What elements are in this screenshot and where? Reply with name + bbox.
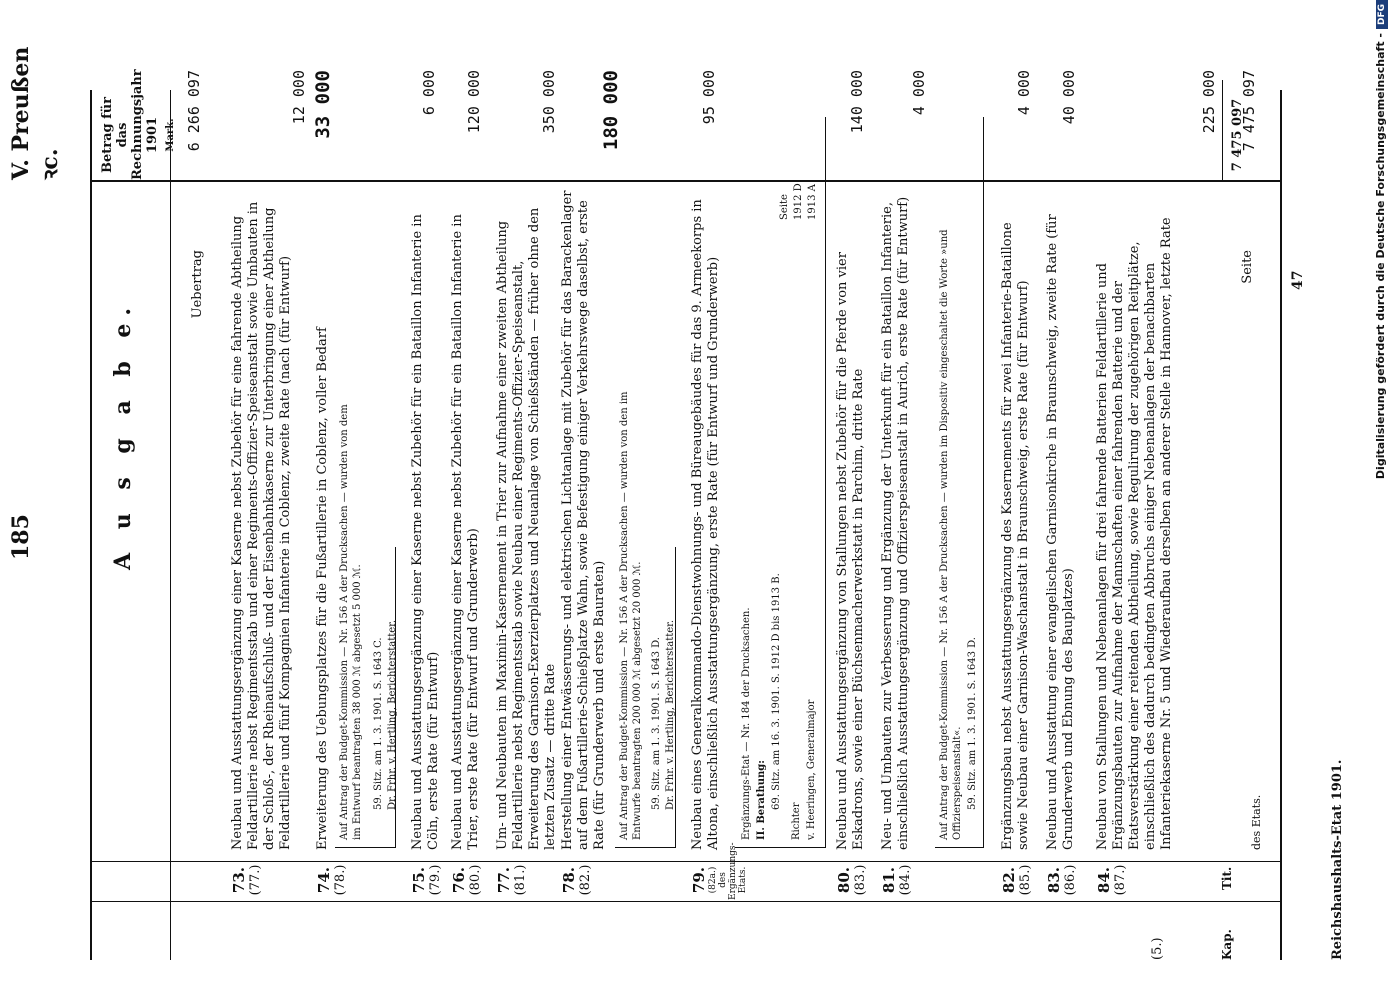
kap-header: Kap.: [1220, 929, 1234, 960]
entry-number: 78.: [560, 866, 578, 894]
entry-text: Neubau und Ausstattung einer evangelischen Garnisonkirche in Braunschweig, zweite Rate (für Grunderwerb und Ebnung des Bauplatzes): [1045, 214, 1076, 850]
entry-amount: 140 000: [848, 70, 866, 134]
digitization-text: Digitalisierung gefördert durch die Deutsche Forschungsgemeinschaft -: [1374, 33, 1387, 480]
entry-amount: 40 000: [1060, 70, 1078, 125]
entry-number: 73.: [230, 866, 248, 894]
note-text: Auf Antrag der Budget-Kommission — Nr. 156 A der Drucksachen — wurden von den im Entwurfe beantragten 200 000 ℳ abgesetzt 20 000 ℳ.: [619, 391, 643, 840]
section-title: V. Preußen ꝛc.: [8, 46, 63, 180]
entry-text: Neubau von Stallungen und Nebenanlagen für drei fahrende Batterien Feldartillerie und Ergänzungsbauten zur Aufnahme der Mannschaften einer fahrenden Batterie und der Etatsverstärkung einer reitenden Abtheilung, sowie Regulirung der zugehörigen Reitplätze, einschließlich des dadurch bedingten Abbruchs einiger Nebenanlagen der benachbarten Infanteriekaserne Nr. 5 und Wiederaufbau derselben an anderer Stelle in Hannover, letzte Rate: [1095, 217, 1174, 850]
entry-amount: 350 000: [540, 70, 558, 134]
note-sitting: 59. Sitz. am 1. 3. 1901. S. 1643 C.: [373, 637, 384, 810]
entry-sub: (83.): [853, 864, 868, 896]
top-rule: [90, 90, 92, 960]
entry-sub: (79.): [428, 864, 443, 896]
note-page-ref: 1912 D: [793, 183, 804, 220]
total-amount: 7 475 097: [1230, 98, 1245, 172]
note-speaker: Richter: [791, 802, 802, 840]
entry-amount: 6 000: [420, 70, 438, 116]
entry-amount: 95 000: [700, 70, 718, 125]
entry-number: 83.: [1045, 866, 1063, 894]
entry-number: 77.: [495, 866, 513, 894]
entry-text: Ergänzungsbau nebst Ausstattungsergänzung des Kasernements für zwei Infanterie-Bataillone sowie Neubau einer Garnison-Waschanstalt in Braunschweig, erste Rate (für Entwurf): [1000, 222, 1031, 850]
mark-header: Mark.: [165, 118, 176, 152]
note-text: Auf Antrag der Budget-Kommission — Nr. 156 A der Drucksachen — wurden von dem im Entwurf beantragten 38 000 ℳ abgesetzt 5 000 ℳ.: [339, 404, 363, 840]
note-text: Auf Antrag der Budget-Kommission — Nr. 156 A der Drucksachen — wurden im Dispositiv eingeschaltet die Worte »und Offizierspeiseanstalt«.: [939, 229, 963, 840]
entry-text: Um- und Neubauten im Maximin-Kasernement in Trier zur Aufnahme einer zweiten Abtheilung Feldartillerie nebst Regimentsstab sowie Neubau einer Regiments-Offizier-Speiseanstalt, Erweiterung des Garnison-Exerzierplatzes und Neuanlage von Schießständen — früher ohne den letzten Zusatz — dritte Rate: [495, 207, 558, 850]
tit-header: Tit.: [1220, 866, 1234, 890]
entry-sub: (86.): [1063, 864, 1078, 896]
entry-text: Neubau und Ausstattungsergänzung einer Kaserne nebst Zubehör für ein Bataillon Infanterie in Cöln, erste Rate (für Entwurf): [410, 214, 441, 850]
entry-number: 80.: [835, 866, 853, 894]
entry-number: 84.: [1095, 866, 1113, 894]
note-berathung: II. Berathung:: [756, 760, 767, 840]
entry-text: Neubau und Ausstattungsergänzung von Stallungen nebst Zubehör für die Pferde von vier Eskadrons, sowie einer Büchsenmacherwerkstatt in Parchim, dritte Rate: [835, 252, 866, 850]
entry-amount: 120 000: [465, 70, 483, 134]
note-reporter: Dr. Frhr. v. Hertling, Berichterstatter.: [665, 619, 676, 810]
entry-sub: (84.): [898, 864, 913, 896]
entry-text: Neubau und Ausstattungsergänzung einer Kaserne nebst Zubehör für eine fahrende Abtheilung Feldartillerie nebst Regimentsstab und einer Regiments-Offizier-Speiseanstalt sowie Umbauten in der Schloß-, der Rheinaufschluß- und der Eisenbahnkaserne zur Unterbringung einer Abtheilung Feldartillerie und fünf Kompagnien Infanterie in Coblenz, zweite Rate (nach (für Entwurf): [230, 201, 293, 850]
entry-text: Neubau eines Generalkommando-Dienstwohnungs- und Büreaugebäudes für das 9. Armeekorps in Altona, einschließlich Ausstattungsergänzung, erste Rate (für Entwurf und Grunderwerb): [690, 199, 721, 850]
note-page-ref: 1913 A: [807, 184, 818, 220]
kap-column-rule: [90, 901, 1280, 902]
kap-value: (5.): [1150, 937, 1165, 960]
footer-etat: Reichshaushalts-Etat 1901.: [1330, 759, 1345, 960]
entry-amount: 180 000: [600, 70, 622, 151]
entry-number: 79.: [690, 866, 708, 894]
note-reporter: Dr. Frhr. v. Hertling, Berichterstatter.: [387, 619, 398, 810]
page-total-amount: 7 475 097: [1240, 70, 1258, 152]
bottom-rule: [1280, 90, 1282, 960]
entry-sub: (82.): [578, 864, 593, 896]
document-page: [0, 40, 1383, 1000]
page-total-label: Seite: [1240, 250, 1255, 284]
entry-sub: (87.): [1113, 864, 1128, 896]
des-etats-header: des Etats.: [1250, 794, 1263, 850]
entry-sub: (85.): [1018, 864, 1033, 896]
entry-sub: (77.): [248, 864, 263, 896]
note-sitting: 69. Sitz. am 16. 3. 1901. S. 1912 D bis 1913 B.: [771, 573, 782, 810]
entry-text: Neubau und Ausstattungsergänzung einer Kaserne nebst Zubehör für ein Bataillon Infanterie in Trier, erste Rate (für Entwurf und Grunderwerb): [450, 214, 481, 850]
note-sitting: 59. Sitz. am 1. 3. 1901. S. 1643 D.: [967, 637, 978, 810]
entry-amount: 225 000: [1200, 70, 1218, 134]
entry-amount: 12 000: [290, 70, 308, 125]
entry-number: 76.: [450, 866, 468, 894]
page-number: 185: [8, 514, 34, 560]
entry-amount: 4 000: [910, 70, 928, 116]
note-speaker: v. Heeringen, Generalmajor: [806, 699, 817, 840]
carry-over-label: Uebertrag: [190, 250, 205, 319]
entry-text: Neu- und Umbauten zur Verbesserung und Ergänzung der Unterkunft für ein Bataillon Infanterie, einschließlich Ausstattungsergänzung und Offizierspeiseanstalt in Aurich, erste Rate (für Entwurf): [880, 196, 911, 850]
sum-rule: [1222, 80, 1223, 180]
entry-number: 81.: [880, 866, 898, 894]
note-text: Ergänzungs-Etat — Nr. 184 der Drucksachen.: [741, 607, 752, 840]
footer-page-number: 47: [1290, 270, 1306, 290]
betrag-header: Betrag für das Rechnungsjahr 1901: [100, 69, 160, 180]
entry-sub: (80.): [468, 864, 483, 896]
entry-sub: (81.): [513, 864, 528, 896]
note-page-label: Seite: [779, 194, 790, 220]
entry-number: 74.: [315, 866, 333, 894]
entry-text: Erweiterung des Uebungsplatzes für die Fußartillerie in Coblenz, voller Bedarf: [315, 327, 330, 850]
note-sitting: 59. Sitz. am 1. 3. 1901. S. 1643 D.: [651, 637, 662, 810]
carry-over-amount: 6 266 097: [185, 70, 203, 152]
entry-amount: 33 000: [312, 70, 334, 139]
entry-number: 75.: [410, 866, 428, 894]
header-rule: [170, 90, 171, 960]
entry-number: 82.: [1000, 866, 1018, 894]
entry-amount: 4 000: [1015, 70, 1033, 116]
section-heading: A u s g a b e.: [110, 299, 136, 570]
dfg-logo: DFG: [1376, 0, 1388, 29]
amount-column-rule: [90, 180, 1280, 182]
digitization-strip: [1352, 0, 1387, 1000]
entry-text: Herstellung einer Entwässerungs- und elektrischen Lichtanlage mit Zubehör für das Barackenlager auf dem Fußartillerie-Schießplatze Wahn, sowie Befestigung einiger Verkehrswege daselbst, erste Rate (für Grunderwerb und erste Bauraten): [560, 190, 607, 850]
entry-sub: (78.): [333, 864, 348, 896]
entry-sub: (82a.) des Ergänzungs-Etats.: [708, 842, 748, 900]
